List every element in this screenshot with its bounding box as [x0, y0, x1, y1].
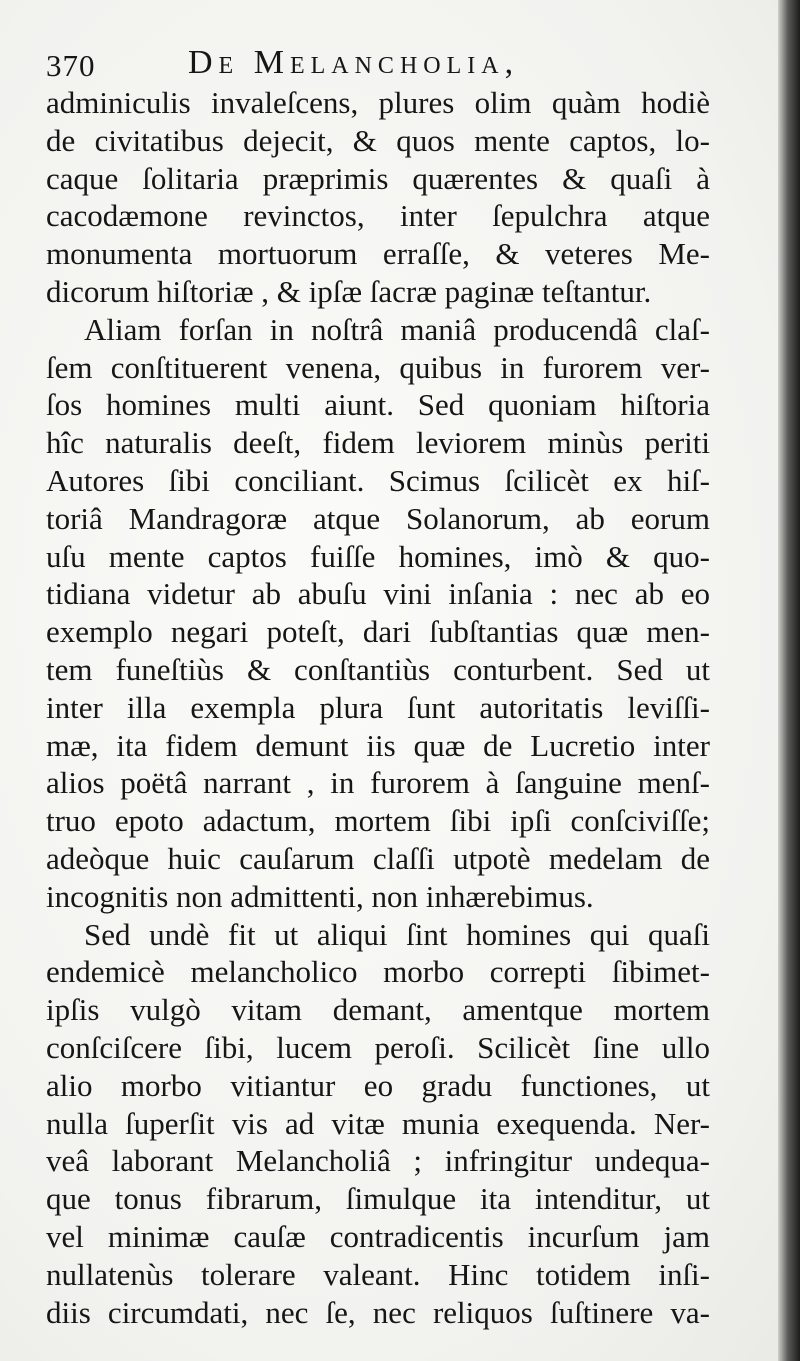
text-line: hîc naturalis deeſt, fidem leviorem minùs periti	[46, 425, 710, 461]
text-line: tem funeſtiùs & conſtantiùs conturbent. Sed ut	[46, 651, 710, 687]
text-line: truo epoto adactum, mortem ſibi ipſi conſciviſſe;	[46, 803, 710, 839]
text-line: ſos homines multi aiunt. Sed quoniam hiſtoria	[46, 387, 710, 423]
page-edge-shadow	[778, 0, 800, 1361]
text-line: Autores ſibi conciliant. Scimus ſcilicèt ex hiſ-	[46, 462, 710, 498]
page-header	[46, 44, 726, 88]
text-line: inter illa exempla plura ſunt autoritatis leviſſi-	[46, 689, 710, 725]
text-line: vel minimæ cauſæ contradicentis incurſum jam	[46, 1218, 710, 1254]
text-line: Aliam forſan in noſtrâ maniâ producendâ claſ-	[84, 311, 710, 347]
paragraph	[46, 311, 710, 916]
text-line: alios poëtâ narrant , in furorem à ſanguine menſ-	[46, 765, 710, 801]
text-line: que tonus fibrarum, ſimulque ita intenditur, ut	[46, 1181, 710, 1217]
text-line: cacodæmone revinctos, inter ſepulchra atque	[46, 198, 710, 234]
text-line: ſem conſtituerent venena, quibus in furorem ver-	[46, 349, 710, 385]
page-number: 370	[46, 48, 96, 83]
text-line: incognitis non admittenti, non inhærebimus.	[46, 878, 594, 914]
text-line: nulla ſuperſit vis ad vitæ munia exequenda. Ner-	[46, 1105, 710, 1141]
text-line: tidiana videtur ab abuſu vini inſania : nec ab eo	[46, 576, 710, 612]
text-line: dicorum hiſtoriæ , & ipſæ ſacræ paginæ teſtantur.	[46, 273, 652, 309]
text-line: Sed undè fit ut aliqui ſint homines qui quaſi	[84, 916, 710, 952]
text-line: nullatenùs tolerare valeant. Hinc totidem inſi-	[46, 1256, 710, 1292]
text-line: exemplo negari poteſt, dari ſubſtantias quæ men-	[46, 614, 710, 650]
paragraph	[46, 916, 710, 1332]
text-line: adeòque huic cauſarum claſſi utpotè medelam de	[46, 840, 710, 876]
text-line: diis circumdati, nec ſe, nec reliquos ſuſtinere va-	[46, 1294, 710, 1330]
text-line: mæ, ita fidem demunt iis quæ de Lucretio inter	[46, 727, 710, 763]
text-line: uſu mente captos fuiſſe homines, imò & quo-	[46, 538, 710, 574]
text-line: conſciſcere ſibi, lucem peroſi. Scilicèt ſine ullo	[46, 1029, 710, 1065]
text-line: veâ laborant Melancholiâ ; infringitur undequa-	[46, 1143, 710, 1179]
body-text	[46, 84, 710, 1331]
text-line: caque ſolitaria præprimis quærentes & quaſi à	[46, 160, 710, 196]
text-line: alio morbo vitiantur eo gradu functiones, ut	[46, 1067, 710, 1103]
text-line: monumenta mortuorum erraſſe, & veteres Me-	[46, 236, 710, 272]
paragraph	[46, 84, 710, 311]
text-line: endemicè melancholico morbo correpti ſibimet-	[46, 954, 710, 990]
text-line: adminiculis invaleſcens, plures olim quàm hodiè	[46, 85, 710, 120]
running-title: De Melancholia,	[188, 44, 520, 81]
text-line: de civitatibus dejecit, & quos mente captos, lo-	[46, 122, 710, 158]
text-line: toriâ Mandragoræ atque Solanorum, ab eorum	[46, 500, 710, 536]
text-line: ipſis vulgò vitam demant, amentque mortem	[46, 992, 710, 1028]
